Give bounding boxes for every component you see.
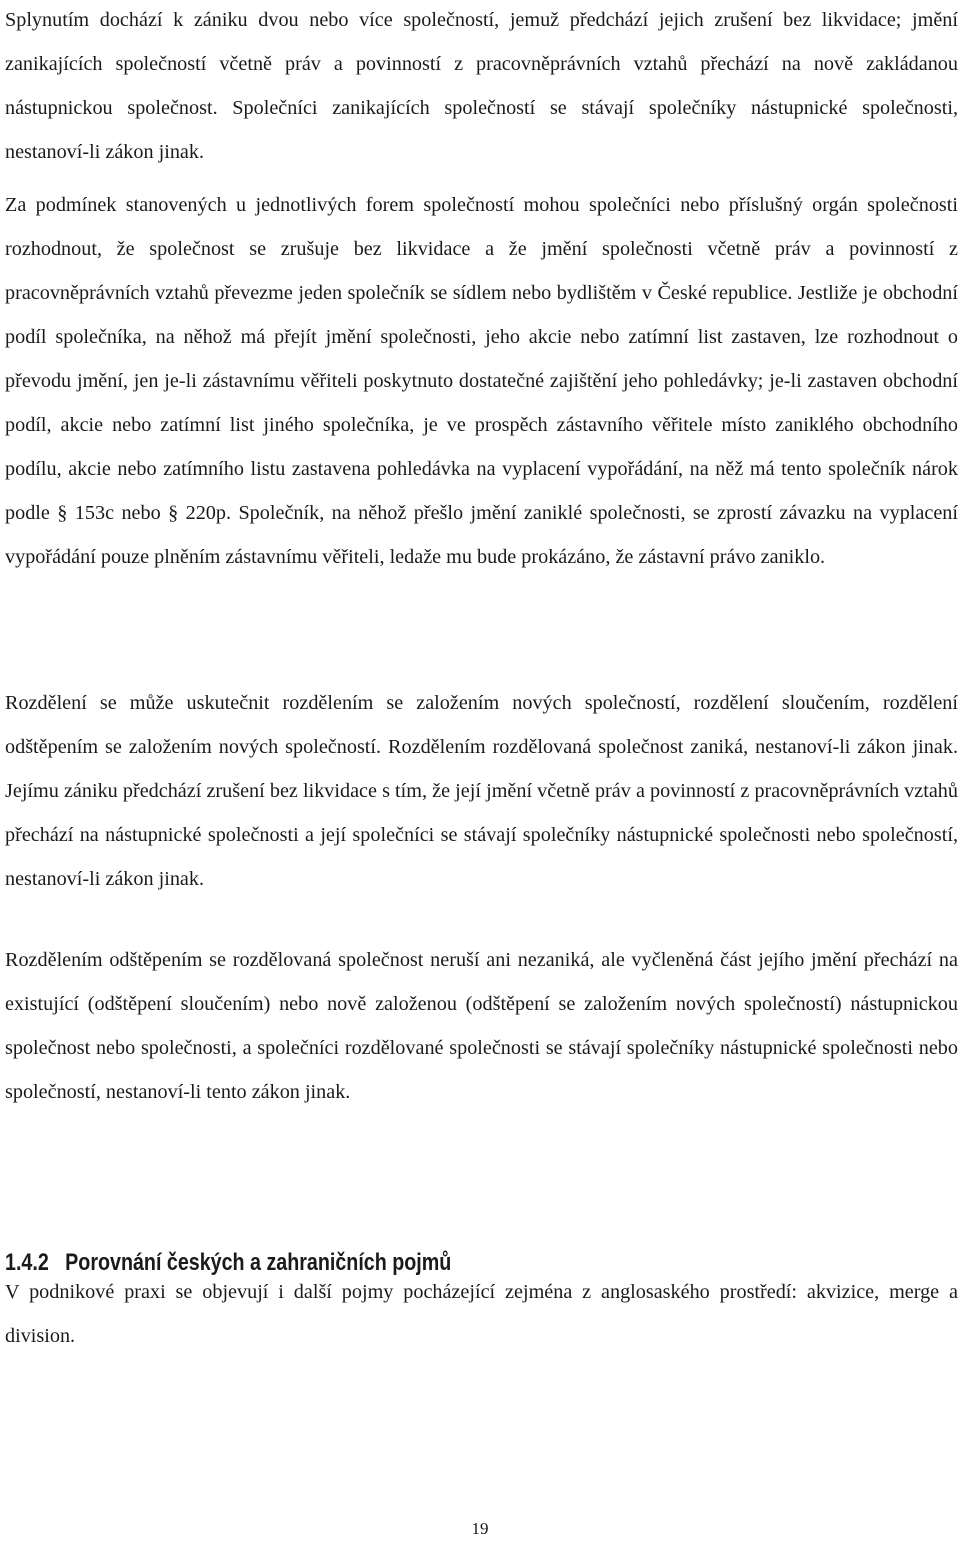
paragraph-splynuti: Splynutím dochází k zániku dvou nebo více společností, jemuž předchází jejich zrušení bez likvidace; jmění zanikajících společností včetně práv a povinností z pracovněprávních vztahů přechází na nově zakládanou nástupnickou společnost. Společníci zanikajících společností se stávají společníky nástupnické společnosti, nestanoví-li zákon jinak. — [5, 9, 958, 163]
paragraph-rozdeleni: Rozdělení se může uskutečnit rozdělením se založením nových společností, rozdělení sloučením, rozdělení odštěpením se založením nových společností. Rozdělením rozdělovaná společnost zaniká, nestanoví-li zákon jinak. Jejímu zániku předchází zrušení bez likvidace s tím, že její jmění včetně práv a povinností z pracovněprávních vztahů přechází na nástupnické společnosti a její společníci se stávají společníky nástupnické společnosti nebo společností, nestanoví-li zákon jinak. — [5, 692, 958, 890]
paragraph-odstepeni: Rozdělením odštěpením se rozdělovaná společnost neruší ani nezaniká, ale vyčleněná část jejího jmění přechází na existující (odštěpení sloučením) nebo nově založenou (odštěpení se založením nových společností) nástupnickou společnost nebo společnosti, a společníci rozdělované společnosti se stávají společníky nástupnické společnosti nebo společností, nestanoví-li tento zákon jinak. — [5, 949, 958, 1103]
section-title: Porovnání českých a zahraničních pojmů — [65, 1248, 452, 1276]
section-number: 1.4.2 — [5, 1248, 49, 1276]
page-number: 19 — [471, 1519, 489, 1538]
paragraph-pojmy: V podnikové praxi se objevují i další pojmy pocházející zejména z anglosaského prostředí: akvizice, merge a division. — [5, 1281, 958, 1347]
paragraph-prevod-jmeni: Za podmínek stanovených u jednotlivých forem společností mohou společníci nebo příslušný orgán společnosti rozhodnout, že společnost se zrušuje bez likvidace a že jmění společnosti včetně práv a povinností z pracovněprávních vztahů převezme jeden společník se sídlem nebo bydlištěm v České republice. Jestliže je obchodní podíl společníka, na něhož má přejít jmění společnosti, jeho akcie nebo zatímní list zastaven, lze rozhodnout o převodu jmění, jen je-li zástavnímu věřiteli poskytnuto dostatečné zajištění jeho pohledávky; je-li zastaven obchodní podíl, akcie nebo zatímní list jiného společníka, je ve prospěch zástavního věřitele místo zaniklého obchodního podílu, akcie nebo zatímního listu zastavena pohledávka na vyplacení vypořádání, na něž má tento společník nárok podle § 153c nebo § 220p. Společník, na něhož přešlo jmění zaniklé společnosti, se zprostí závazku na vyplacení vypořádání pouze plněním zástavnímu věřiteli, ledaže mu bude prokázáno, že zástavní právo zaniklo. — [5, 194, 958, 568]
